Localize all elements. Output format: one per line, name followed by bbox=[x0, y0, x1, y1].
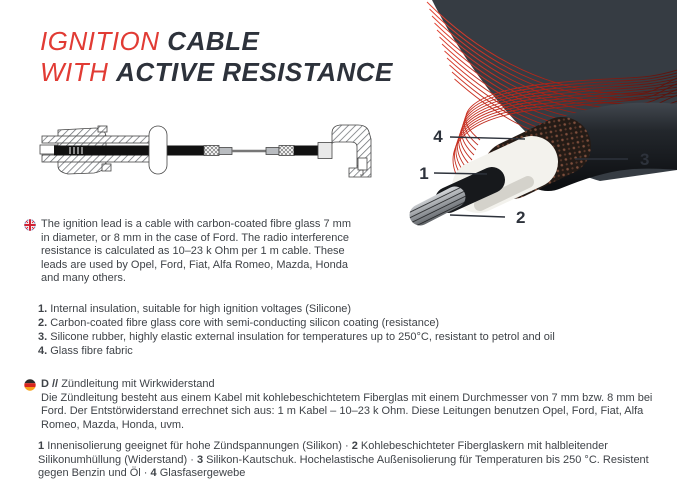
title-word-ignition: IGNITION bbox=[40, 26, 160, 56]
german-section bbox=[24, 378, 674, 432]
drawing-sleeve-top bbox=[42, 136, 154, 143]
legend-text: Glasfasergewebe bbox=[159, 467, 246, 479]
german-legend-paragraph bbox=[38, 440, 670, 481]
legend-number: 4 bbox=[150, 467, 157, 479]
german-language-code: D // bbox=[41, 378, 59, 390]
english-paragraph: The ignition lead is a cable with carbon-coated fibre glass 7 mm in diameter, or 8 mm in the case of Ford. The radio interference resistance is calculated as 10–23 k Ohm per 1 m cable. These leads are used by Opel, Ford, Fiat, Alfa Romeo, Mazda, Honda and many others. bbox=[41, 218, 351, 284]
drawing-sleeve-bottom bbox=[42, 155, 154, 162]
legend-number: 2 bbox=[351, 440, 358, 452]
callout-4: 4 bbox=[433, 127, 443, 146]
german-legend bbox=[38, 440, 670, 481]
german-heading bbox=[41, 378, 673, 392]
list-item-text: Internal insulation, suitable for high ignition voltages (Silicone) bbox=[50, 303, 352, 315]
list-item-text: Silicone rubber, highly elastic external insulation for temperatures up to 250°C, resistant to petrol and oil bbox=[50, 331, 555, 343]
list-item-number: 1. bbox=[38, 303, 48, 315]
list-item bbox=[38, 345, 663, 359]
title-word-active-resistance: ACTIVE RESISTANCE bbox=[116, 57, 393, 87]
legend-text: Kohlebeschichteter Fiberglaskern mit halbleitender Silikonumhüllung (Widerstand) · bbox=[38, 440, 608, 466]
callout-2: 2 bbox=[516, 208, 526, 227]
list-item-number: 2. bbox=[38, 317, 48, 329]
german-paragraph: Die Zündleitung besteht aus einem Kabel mit kohlebeschichtetem Fiberglas mit einem Durchmesser von 7 mm bzw. 8 mm bei Ford. Der Entstörwiderstand errechnet sich aus: 1 m Kabel – 10–23 k Ohm. Diese Leitungen benutzen Opel, Ford, Fiat, Alfa Romeo, Mazda, Honda, uvm. bbox=[41, 391, 653, 431]
page-title-line2 bbox=[40, 57, 393, 88]
page-title-line1 bbox=[40, 26, 393, 57]
list-item bbox=[38, 331, 663, 345]
legend-text: Innenisolierung geeignet für hohe Zündspannungen (Silikon) · bbox=[47, 440, 352, 452]
drawing-cable bbox=[54, 146, 204, 156]
list-item bbox=[38, 317, 663, 331]
germany-flag-icon bbox=[24, 379, 36, 391]
title-word-with: WITH bbox=[40, 57, 109, 87]
english-legend-list bbox=[38, 303, 663, 359]
list-item-text: Carbon-coated fibre glass core with semi-conducting silicon coating (resistance) bbox=[50, 317, 440, 329]
german-heading-text: Zündleitung mit Wirkwiderstand bbox=[61, 378, 215, 390]
legend-text: Silikon-Kautschuk. Hochelastische Außenisolierung für Temperaturen bis 250 °C. Resistent gegen Benzin und Öl · bbox=[38, 453, 649, 479]
page-title bbox=[40, 26, 393, 88]
drawing-oval-ring bbox=[149, 126, 167, 174]
technical-drawing bbox=[28, 120, 380, 212]
title-word-cable: CABLE bbox=[167, 26, 260, 56]
list-item-number: 3. bbox=[38, 331, 48, 343]
legend-number: 1 bbox=[38, 440, 45, 452]
legend-number: 3 bbox=[196, 453, 204, 466]
list-item-number: 4. bbox=[38, 345, 48, 357]
callout-1: 1 bbox=[419, 164, 429, 183]
list-item-text: Glass fibre fabric bbox=[50, 345, 133, 357]
callout-3: 3 bbox=[640, 150, 650, 169]
list-item bbox=[38, 303, 663, 317]
